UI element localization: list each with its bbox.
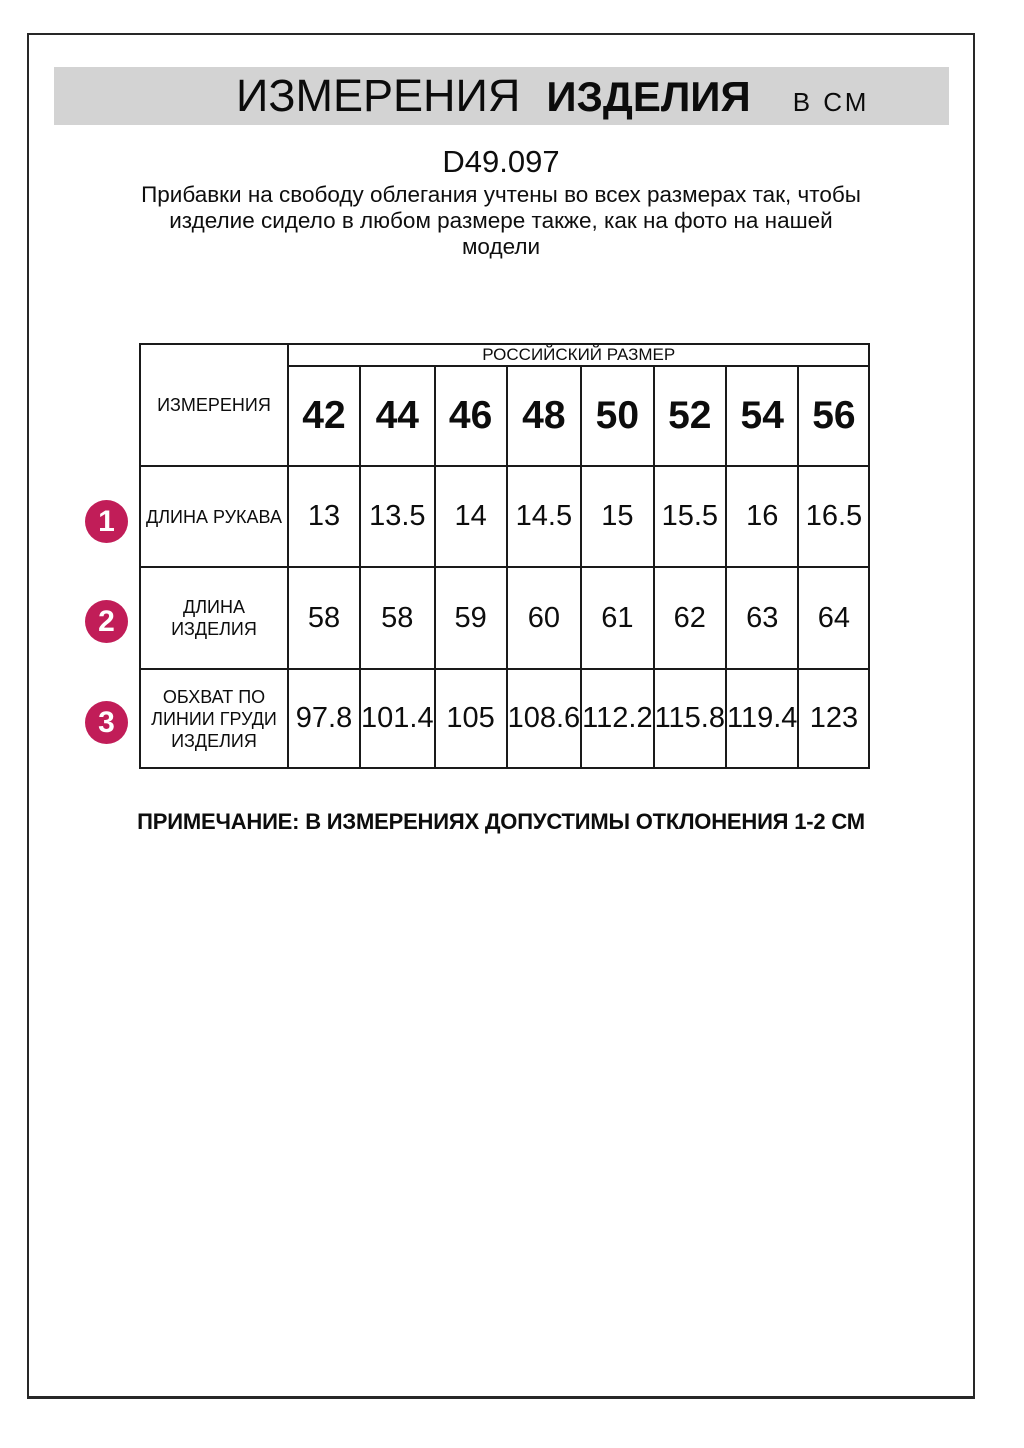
table-row	[140, 466, 869, 567]
size-cell: 48	[507, 366, 582, 466]
size-cell: 46	[435, 366, 507, 466]
value-cell: 15	[581, 466, 653, 567]
description-line: модели	[461, 234, 541, 259]
value-cell: 97.8	[288, 669, 360, 768]
value-cell: 64	[798, 567, 869, 669]
size-cell: 42	[288, 366, 360, 466]
value-cell: 119.4	[726, 669, 798, 768]
value-cell: 58	[288, 567, 360, 669]
table-row	[140, 567, 869, 669]
value-cell: 63	[726, 567, 798, 669]
row-label-line: ДЛИНА	[183, 597, 245, 617]
row-label	[140, 567, 288, 669]
value-cell: 58	[360, 567, 435, 669]
measurements-column-header: ИЗМЕРЕНИЯ	[140, 344, 288, 466]
description	[27, 182, 975, 260]
size-cell: 52	[654, 366, 726, 466]
value-cell: 105	[435, 669, 507, 768]
size-cell: 56	[798, 366, 869, 466]
row-marker-1: 1	[85, 500, 128, 543]
value-cell: 62	[654, 567, 726, 669]
description-line: изделие сидело в любом размере также, как на фото на нашей	[169, 208, 833, 233]
value-cell: 101.4	[360, 669, 435, 768]
title-product: ИЗДЕЛИЯ	[546, 73, 751, 120]
row-label	[140, 466, 288, 567]
row-label-line: ЛИНИИ ГРУДИ	[151, 708, 277, 729]
value-cell: 108.6	[507, 669, 582, 768]
value-cell: 14	[435, 466, 507, 567]
row-marker-3: 3	[85, 701, 128, 744]
value-cell: 115.8	[654, 669, 726, 768]
row-label-line: ИЗДЕЛИЯ	[171, 730, 257, 751]
value-cell: 61	[581, 567, 653, 669]
row-label-line: ДЛИНА РУКАВА	[146, 506, 282, 527]
row-label-line: ИЗДЕЛИЯ	[171, 619, 257, 639]
value-cell: 60	[507, 567, 582, 669]
value-cell: 13.5	[360, 466, 435, 567]
size-cell: 54	[726, 366, 798, 466]
size-cell: 44	[360, 366, 435, 466]
value-cell: 59	[435, 567, 507, 669]
title-bar	[54, 67, 949, 125]
value-cell: 13	[288, 466, 360, 567]
value-cell: 112.2	[581, 669, 653, 768]
value-cell: 15.5	[654, 466, 726, 567]
table-row	[140, 669, 869, 768]
size-cell: 50	[581, 366, 653, 466]
tolerance-note: ПРИМЕЧАНИЕ: В ИЗМЕРЕНИЯХ ДОПУСТИМЫ ОТКЛОНЕНИЯ 1-2 СМ	[137, 809, 865, 834]
size-table	[139, 343, 870, 769]
value-cell: 123	[798, 669, 869, 768]
description-line: Прибавки на свободу облегания учтены во всех размерах так, чтобы	[141, 182, 861, 207]
value-cell: 16	[726, 466, 798, 567]
russian-size-header: РОССИЙСКИЙ РАЗМЕР	[288, 344, 869, 366]
value-cell: 16.5	[798, 466, 869, 567]
title-measurements: ИЗМЕРЕНИЯ	[236, 70, 521, 121]
row-label	[140, 669, 288, 768]
row-marker-2: 2	[85, 600, 128, 643]
model-code: D49.097	[442, 144, 560, 179]
row-label-line: ОБХВАТ ПО	[162, 686, 266, 707]
value-cell: 14.5	[507, 466, 582, 567]
title-units: В СМ	[792, 87, 870, 117]
